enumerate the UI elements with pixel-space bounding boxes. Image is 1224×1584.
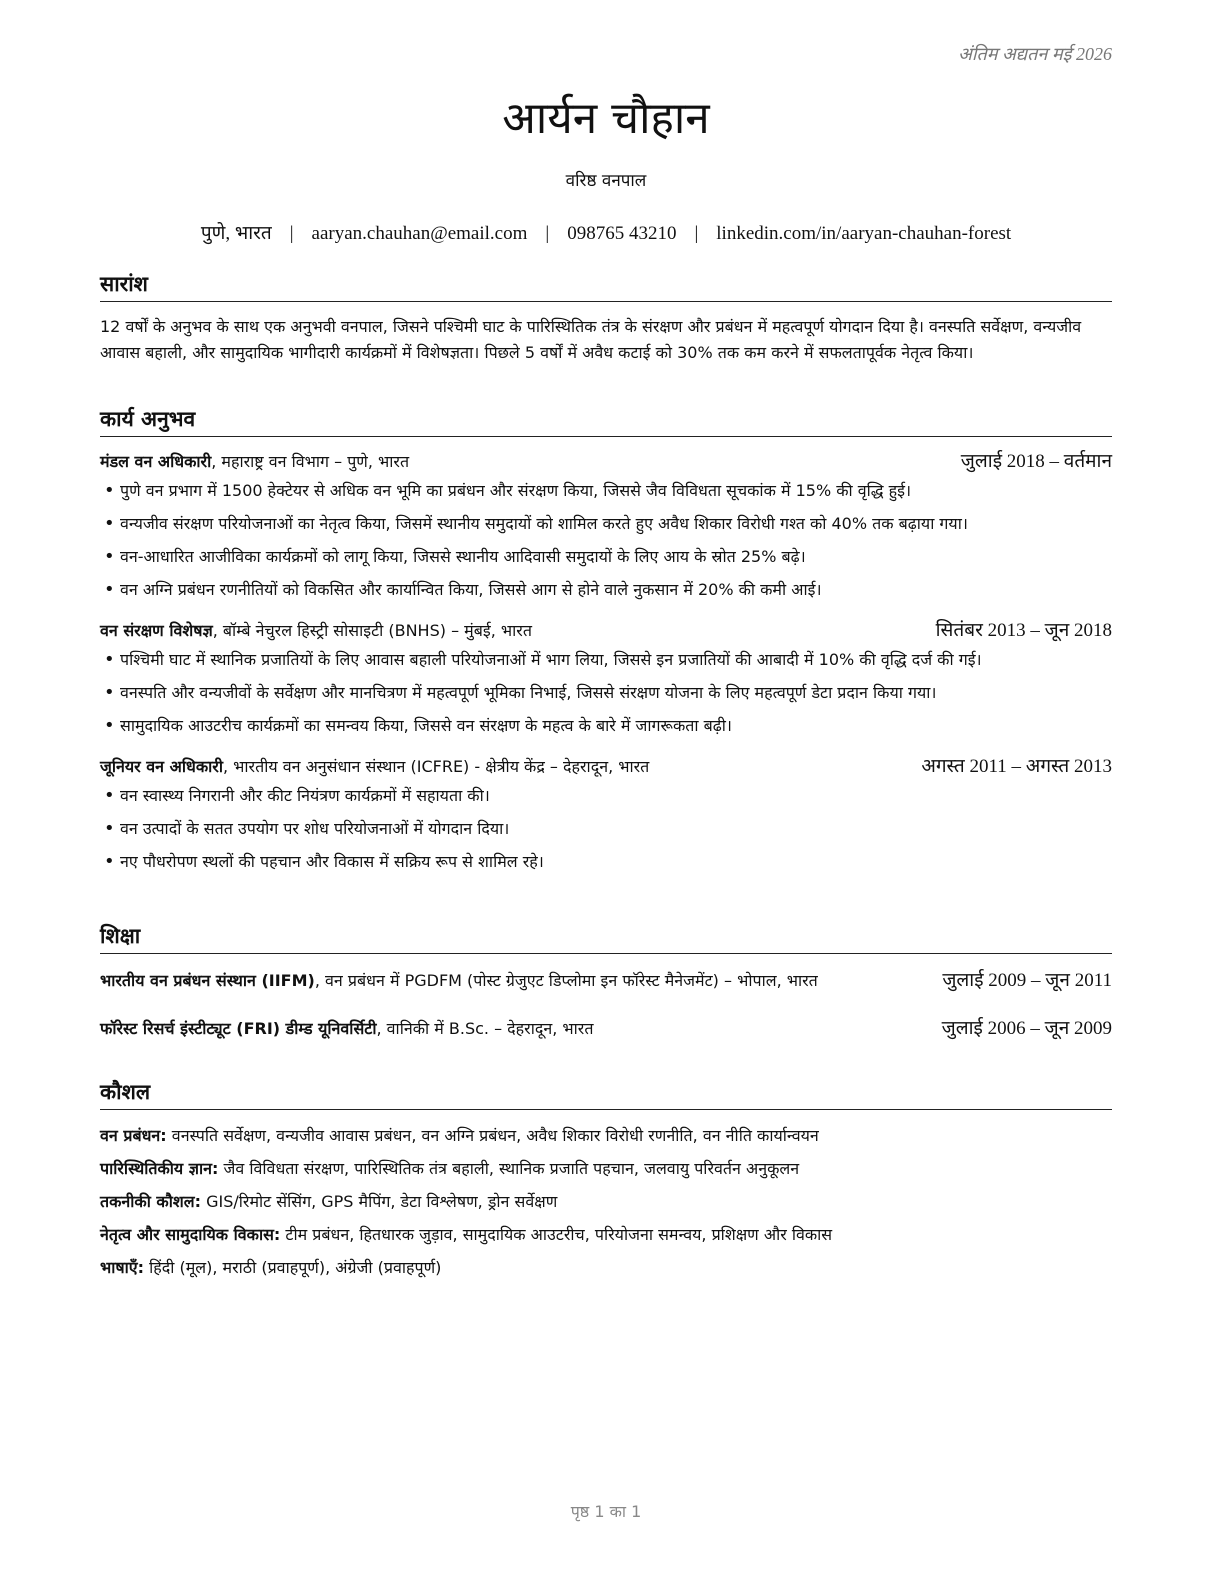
job-bullet: • वन स्वास्थ्य निगरानी और कीट नियंत्रण कार्यक्रमों में सहायता की। — [100, 784, 1112, 808]
job-org: , महाराष्ट्र वन विभाग – पुणे, भारत — [211, 452, 410, 471]
summary-text: 12 वर्षों के अनुभव के साथ एक अनुभवी वनपाल, जिसने पश्चिमी घाट के पारिस्थितिक तंत्र के संरक्षण और प्रबंधन में महत्वपूर्ण योगदान दिया है। वनस्पति सर्वेक्षण, वन्यजीव आवास बहाली, और सामुदायिक भागीदारी कार्यक्रमों में विशेषज्ञता। पिछले 5 वर्षों में अवैध कटाई को 30% तक कम करने में सफलतापूर्वक नेतृत्व किया। — [100, 317, 1082, 362]
contact-separator: | — [545, 223, 550, 244]
job-bullet: • पुणे वन प्रभाग में 1500 हेक्टेयर से अधिक वन भूमि का प्रबंधन और संरक्षण किया, जिससे जैव विविधता सूचकांक में 15% की वृद्धि हुई। — [100, 479, 1112, 503]
contact-location: पुणे, भारत — [200, 223, 272, 244]
contact-phone: 098765 43210 — [567, 223, 677, 244]
skill-value: हिंदी (मूल), मराठी (प्रवाहपूर्ण), अंग्रेजी (प्रवाहपूर्ण) — [144, 1258, 442, 1277]
skill-label: वन प्रबंधन: — [100, 1126, 167, 1145]
job-bullet: • वन अग्नि प्रबंधन रणनीतियों को विकसित और कार्यान्वित किया, जिससे आग से होने वाले नुकसान में 20% की कमी आई। — [100, 578, 1112, 602]
job-org: , बॉम्बे नेचुरल हिस्ट्री सोसाइटी (BNHS) – मुंबई, भारत — [212, 621, 532, 640]
education-dates: जुलाई 2009 – जून 2011 — [942, 970, 1112, 991]
skill-value: वनस्पति सर्वेक्षण, वन्यजीव आवास प्रबंधन, वन अग्नि प्रबंधन, अवैध शिकार विरोधी रणनीति, वन नीति कार्यान्वयन — [166, 1126, 819, 1145]
skills-section — [100, 1078, 1112, 1289]
skill-label: भाषाएँ: — [100, 1258, 145, 1277]
job-bullet: • वन-आधारित आजीविका कार्यक्रमों को लागू किया, जिससे स्थानीय आदिवासी समुदायों के लिए आय के स्रोत 25% बढ़े। — [100, 545, 1112, 569]
job-org: , भारतीय वन अनुसंधान संस्थान (ICFRE) - क्षेत्रीय केंद्र – देहरादून, भारत — [222, 757, 650, 776]
contact-separator: | — [694, 223, 699, 244]
skill-line — [100, 1124, 1112, 1148]
contact-line — [100, 219, 1112, 245]
job-entry — [100, 754, 1112, 874]
summary-title: सारांश — [100, 270, 1112, 302]
job-bullet: • वन उत्पादों के सतत उपयोग पर शोध परियोजनाओं में योगदान दिया। — [100, 817, 1112, 841]
job-dates: सितंबर 2013 – जून 2018 — [935, 620, 1112, 641]
skill-value: जैव विविधता संरक्षण, पारिस्थितिक तंत्र बहाली, स्थानिक प्रजाति पहचान, जलवायु परिवर्तन अनुकूलन — [218, 1159, 800, 1178]
job-entry — [100, 449, 1112, 602]
skill-line — [100, 1223, 1112, 1247]
job-bullet: • वन्यजीव संरक्षण परियोजनाओं का नेतृत्व किया, जिसमें स्थानीय समुदायों को शामिल करते हुए अवैध शिकार विरोधी गश्त को 40% तक बढ़ाया गया। — [100, 512, 1112, 536]
education-section — [100, 922, 1112, 1042]
education-detail: , वानिकी में B.Sc. – देहरादून, भारत — [376, 1019, 594, 1038]
education-entry — [100, 968, 1112, 994]
education-dates: जुलाई 2006 – जून 2009 — [941, 1018, 1112, 1039]
candidate-name: आर्यन चौहान — [502, 93, 710, 144]
skill-label: तकनीकी कौशल: — [100, 1192, 201, 1211]
experience-title: कार्य अनुभव — [100, 405, 1112, 437]
job-bullets — [100, 784, 1112, 874]
skill-line — [100, 1190, 1112, 1214]
skill-label: पारिस्थितिकीय ज्ञान: — [100, 1159, 219, 1178]
job-bullets — [100, 479, 1112, 602]
job-entry — [100, 618, 1112, 738]
skill-value: टीम प्रबंधन, हितधारक जुड़ाव, सामुदायिक आउटरीच, परियोजना समन्वय, प्रशिक्षण और विकास — [280, 1225, 833, 1244]
job-bullet: • सामुदायिक आउटरीच कार्यक्रमों का समन्वय किया, जिससे वन संरक्षण के महत्व के बारे में जागरूकता बढ़ी। — [100, 714, 1112, 738]
skill-value: GIS/रिमोट सेंसिंग, GPS मैपिंग, डेटा विश्लेषण, ड्रोन सर्वेक्षण — [201, 1192, 558, 1211]
job-bullets — [100, 648, 1112, 738]
job-bullet: • नए पौधरोपण स्थलों की पहचान और विकास में सक्रिय रूप से शामिल रहे। — [100, 850, 1112, 874]
resume-page — [100, 0, 1112, 1584]
job-role: मंडल वन अधिकारी — [100, 452, 212, 471]
education-entry — [100, 1016, 1112, 1042]
job-dates: जुलाई 2018 – वर्तमान — [960, 451, 1112, 472]
page-number: पृष्ठ 1 का 1 — [570, 1502, 642, 1521]
contact-separator: | — [289, 223, 294, 244]
education-detail: , वन प्रबंधन में PGDFM (पोस्ट ग्रेजुएट डिप्लोमा इन फॉरेस्ट मैनेजमेंट) – भोपाल, भारत — [314, 971, 818, 990]
education-institution: भारतीय वन प्रबंधन संस्थान (IIFM) — [100, 971, 315, 990]
skill-line — [100, 1256, 1112, 1280]
contact-linkedin[interactable]: linkedin.com/in/aaryan-chauhan-forest — [716, 223, 1012, 244]
summary-section — [100, 270, 1112, 366]
education-title: शिक्षा — [100, 922, 1112, 954]
job-dates: अगस्त 2011 – अगस्त 2013 — [921, 756, 1112, 777]
job-bullet: • वनस्पति और वन्यजीवों के सर्वेक्षण और मानचित्रण में महत्वपूर्ण भूमिका निभाई, जिससे संरक्षण योजना के लिए महत्वपूर्ण डेटा प्रदान किया गया। — [100, 681, 1112, 705]
job-role: जूनियर वन अधिकारी — [100, 757, 223, 776]
skill-line — [100, 1157, 1112, 1181]
experience-section — [100, 405, 1112, 883]
skills-title: कौशल — [100, 1078, 1112, 1110]
job-title: वरिष्ठ वनपाल — [565, 171, 647, 191]
education-institution: फॉरेस्ट रिसर्च इंस्टीट्यूट (FRI) डीम्ड यूनिवर्सिटी — [100, 1019, 377, 1038]
job-role: वन संरक्षण विशेषज्ञ — [100, 621, 213, 640]
last-updated: अंतिम अद्यतन मई 2026 — [958, 44, 1112, 64]
contact-email[interactable]: aaryan.chauhan@email.com — [311, 223, 528, 244]
job-bullet: • पश्चिमी घाट में स्थानिक प्रजातियों के लिए आवास बहाली परियोजनाओं में भाग लिया, जिससे इन प्रजातियों की आबादी में 10% की वृद्धि दर्ज की गई। — [100, 648, 1112, 672]
skill-label: नेतृत्व और सामुदायिक विकास: — [100, 1225, 281, 1244]
